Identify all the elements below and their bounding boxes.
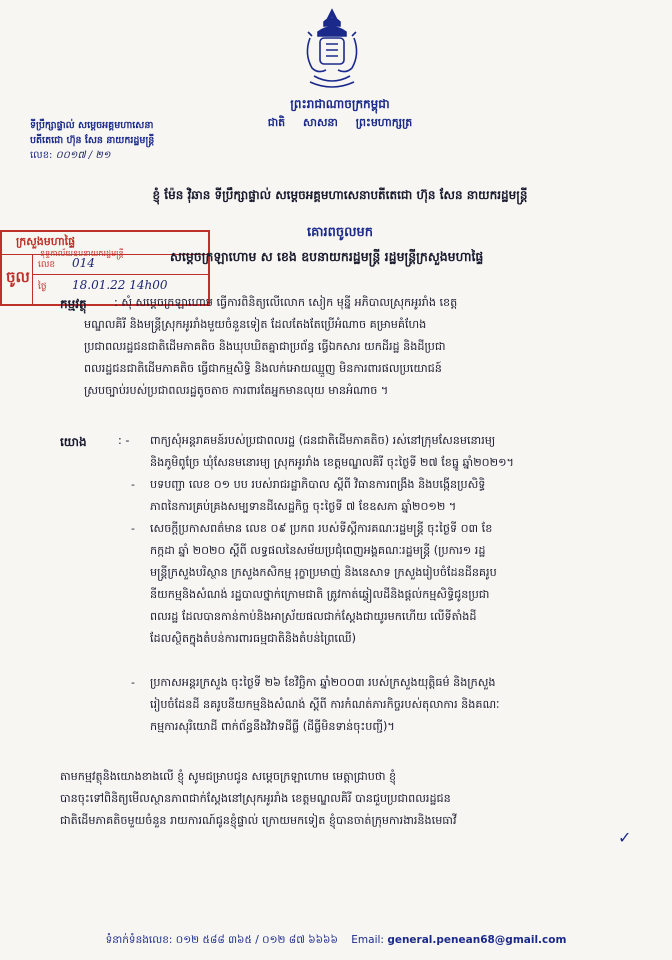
reference-dash: : -: [118, 434, 130, 447]
reference-line: និងភូមិពូច្រែ ឃុំសែនមនោរម្យ ស្រុកអូររាំង ខេត្តមណ្ឌលគិរី ចុះថ្ងៃទី ២៧ ខែធ្នូ ឆ្នាំ២០២១។: [150, 456, 514, 469]
reference-item: [150, 474, 640, 518]
reference-line: រៀបចំដែនដី នគរូបនីយកម្មនិងសំណង់ ស្តីពី ការកំណត់ភារកិច្ចរបស់តុលាការ និងគណៈ: [150, 698, 500, 711]
royal-arms-emblem-icon: [300, 8, 364, 92]
contact-footer: [0, 934, 672, 949]
reference-line: សេចក្តីប្រកាសពត៌មាន លេខ ០៩ ប្រកព របស់ទីស្តីការគណៈរដ្ឋមន្ត្រី ចុះថ្ងៃទី ០៣ ខែ: [150, 522, 493, 535]
phone-numbers: ០១២ ៥៨៨ ៣៦៥ / ០១២ ៨៧ ៦៦៦៦: [175, 934, 338, 946]
letter-number-value: ០០១៧ / ២១: [55, 150, 111, 161]
reference-label: យោង: [60, 435, 87, 449]
stamp-date-value: 18.01.22 14h00: [72, 278, 168, 292]
subject-line: ពលរដ្ឋជនជាតិដើមភាគតិច ធ្វើជាកម្មសិទ្ធិ និងលក់អោយឈ្មួញ មិនការពារផលប្រយោជន៍: [84, 362, 442, 375]
closing-paragraph: [60, 766, 640, 832]
email-label: Email:: [351, 934, 384, 946]
stamp-ministry: ក្រសួងមហាផ្ទៃ: [16, 235, 76, 248]
phone-label: ទំនាក់ទំនងលេខ:: [105, 934, 173, 946]
reference-line: កម្មការសុរិយោដី ពាក់ព័ន្ធនឹងវិវាទដីធ្លី (ដីធ្លីមិនទាន់ចុះបញ្ជី)។: [150, 720, 395, 733]
sender-office-block: [30, 118, 230, 163]
email-address[interactable]: general.penean68@gmail.com: [387, 934, 567, 946]
respectfully-heading: គោរពចូលមក: [306, 225, 373, 240]
reference-line: ពលរដ្ឋ ដែលបានកាន់កាប់និងអាស្រ័យផលជាក់ស្តែងជាយូរមកហើយ លើទីតាំងដី: [150, 610, 477, 623]
reference-line: ពាក្យសុំអន្តរាគមន៍របស់ប្រជាពលរដ្ឋ (ជនជាតិដើមភាគតិច) រស់នៅក្រុមសែនមនោរម្យ: [150, 434, 496, 447]
closing-line: តាមកម្មវត្ថុនិងយោងខាងលើ ខ្ញុំ សូមជម្រាបជូន សម្តេចក្រឡាហោម មេត្តាជ្រាបថា ខ្ញុំ: [60, 770, 397, 783]
bullet-dash: -: [131, 676, 135, 689]
national-motto: ជាតិ សាសនា ព្រះមហាក្សត្រ: [267, 116, 413, 129]
subject-line: ប្រជាពលរដ្ឋជនជាតិដើមភាគតិច និងឃុបឃិតគ្នាជាប្រព័ន្ធ ធ្វើឯកសារ យកដីរដ្ឋ និងដីប្រជា: [84, 340, 446, 353]
reference-item: [150, 430, 640, 474]
reference-line: ភាពនៃការគ្រប់គ្រងសម្បទានដីសេដ្ឋកិច្ច ចុះថ្ងៃទី ៧ ខែឧសភា ឆ្នាំ២០១២ ។: [150, 500, 457, 513]
bullet-dash: -: [131, 478, 135, 491]
check-mark-icon: ✓: [618, 828, 632, 847]
office-line-2: បតីតេជោ ហ៊ុន សែន នាយករដ្ឋមន្ត្រី: [30, 135, 155, 146]
bullet-dash: -: [131, 522, 135, 535]
stamp-subtitle: ខុទ្ទកាល័យឧបនាយករដ្ឋមន្ត្រី: [40, 249, 124, 258]
subject-line: : សុំ សម្តេចក្រឡាហោម ធ្វើការពិនិត្យលើលោក សៀក មុន្នី អភិបាលស្រុកអូររាំង ខេត្ត: [114, 296, 458, 309]
reference-line: មន្ត្រីក្រសួងបរិស្ថាន ក្រសួងកសិកម្ម រុក្ខាប្រមាញ់ និងនេសាទ ក្រសួងរៀបចំដែនដីនគរូប: [150, 566, 497, 579]
recipient-line: សម្តេចក្រឡាហោម ស ខេង ឧបនាយករដ្ឋមន្ត្រី រដ្ឋមន្ត្រីក្រសួងមហាផ្ទៃ: [170, 249, 484, 264]
sender-intro: ខ្ញុំ ម៉ែន វ៉ិឆាន ទីប្រឹក្សាផ្ទាល់ សម្តេចអគ្គមហាសេនាបតីតេជោ ហ៊ុន សែន នាយករដ្ឋមន្ត្រី: [152, 188, 528, 202]
letter-number: [30, 148, 230, 163]
letter-number-label: លេខ:: [30, 150, 53, 161]
reference-item: [150, 672, 640, 738]
stamp-number-value: 014: [72, 256, 95, 270]
stamp-side: [2, 254, 33, 304]
stamp-date-label: ថ្ងៃ: [38, 282, 47, 292]
stamp-number-label: លេខ: [38, 260, 56, 270]
kingdom-title: ព្រះរាជាណាចក្រកម្ពុជា: [290, 97, 390, 111]
closing-line: បានចុះទៅពិនិត្យមើលស្ថានភាពជាក់ស្តែងនៅស្រុកអូររាំង ខេត្តមណ្ឌលគិរី បានជួបប្រជាពលរដ្ឋជន: [60, 792, 451, 805]
subject-label: កម្មវត្ថុ: [60, 297, 87, 311]
reference-line: ប្រកាសអន្តរក្រសួង ចុះថ្ងៃទី ២៦ ខែវិច្ឆិកា ឆ្នាំ២០០៣ របស់ក្រសួងយុត្តិធម៌ និងក្រសួង: [150, 676, 496, 689]
stamp-side-label: ចូល: [6, 268, 30, 286]
reference-line: នីយកម្មនិងសំណង់ រដ្ឋបាលថ្នាក់ក្រោមជាតិ ត្រូវកាត់ឆ្វៀលដីនិងផ្តល់កម្មសិទ្ធិជូនប្រជា: [150, 588, 490, 601]
subject-text: [84, 292, 644, 402]
reference-item: [150, 518, 640, 650]
reference-line: ដែលស្ថិតក្នុងតំបន់ការពារធម្មជាតិនិងតំបន់ព្រៃឈើ): [150, 632, 356, 645]
office-line-1: ទីប្រឹក្សាផ្ទាល់ សម្តេចអគ្គមហាសេនា: [30, 120, 154, 131]
subject-line: មណ្ឌលគិរី និងមន្ត្រីស្រុកអូររាំងមួយចំនួនទៀត ដែលតែងតែប្រើអំណាច គម្រាមគំហែង: [84, 318, 427, 331]
reference-line: កក្កដា ឆ្នាំ ២០២០ ស្តីពី លទ្ធផលនៃសម័យប្រជុំពេញអង្គគណៈរដ្ឋមន្ត្រី (ប្រការ១ រដ្ឋ: [150, 544, 486, 557]
subject-line: ស្របច្បាប់របស់ប្រជាពលរដ្ឋតូចតាច ការពារតែអ្នកមានលុយ មានអំណាច ។: [84, 384, 389, 397]
closing-line: ជាតិដើមភាគតិចមួយចំនួន រាយការណ៍ជូនខ្ញុំផ្ទាល់ ក្រោយមកទៀត ខ្ញុំបានចាត់ក្រុមការងារនិងមេធាវី: [60, 814, 457, 827]
reference-line: បទបញ្ជា លេខ ០១ បប របស់រាជរដ្ឋាភិបាល ស្តីពី វិធានការពង្រឹង និងបង្កើនប្រសិទ្ធិ: [150, 478, 486, 491]
